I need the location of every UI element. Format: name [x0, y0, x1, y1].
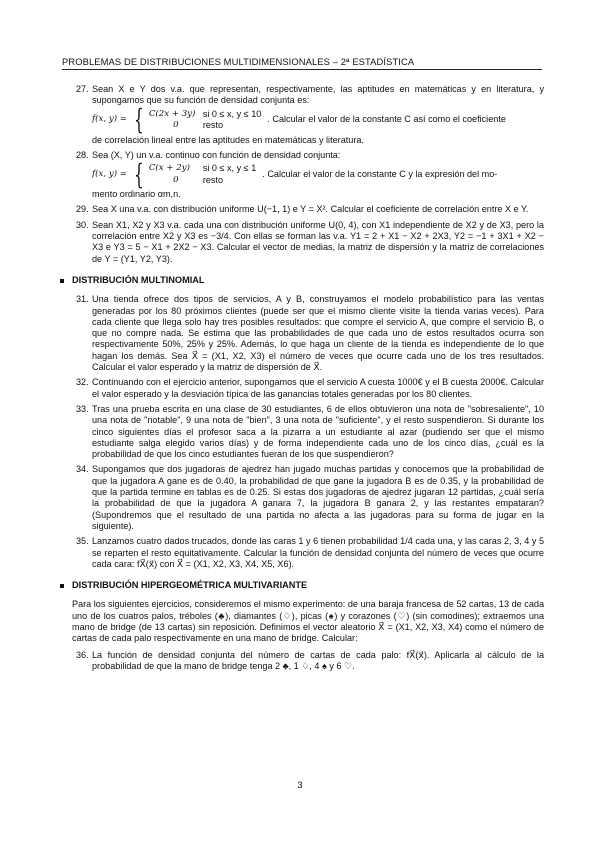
- problem-30: [62, 220, 544, 265]
- problem-32: [62, 377, 544, 400]
- function-lhs: f(x, y) =: [92, 114, 127, 125]
- left-brace: {: [133, 103, 144, 137]
- cases: [149, 163, 256, 186]
- section-title: DISTRIBUCIÓN MULTINOMIAL: [72, 274, 205, 285]
- problem-text: . Calcular el valor de la constante C así como el coeficiente: [267, 114, 506, 125]
- case-expression: 0: [173, 120, 179, 131]
- problem-28: [62, 150, 544, 201]
- problem-number: 31.: [76, 294, 89, 305]
- case-expression: 0: [173, 174, 179, 185]
- document-body: [62, 84, 544, 676]
- problem-number: 34.: [76, 464, 89, 475]
- problem-text: Supongamos que dos jugadoras de ajedrez han jugado muchas partidas y conocemos que la probabilidad de que la jugadora A gane es de 0.40, la probabilidad de que gane la jugadora B es de 0.35, y la probabilidad de que la partida termine en tablas es de 0.25. Si estas dos jugadoras de ajedrez jugaran 12 partidas, ¿cuál sería la probabilidad de que la jugadora A ganara 7, la jugadora B ganara 2, y las restantes empataran? (Supondremos que el resultado de una partida no afecta a las jugadoras para su forma de jugar en la siguiente).: [92, 464, 544, 531]
- problem-35: [62, 536, 544, 570]
- section-title: DISTRIBUCIÓN HIPERGEOMÉTRICA MULTIVARIANTE: [72, 580, 308, 591]
- problem-number: 32.: [76, 377, 89, 388]
- cases: [149, 109, 262, 132]
- function-lhs: f(x, y) =: [92, 169, 127, 180]
- piecewise-function: [92, 103, 544, 137]
- section-heading-multinomial: [62, 275, 544, 286]
- bullet-icon: [60, 279, 64, 283]
- problem-text: Sea X una v.a. con distribución uniforme U(−1, 1) e Y = X². Calcular el coeficiente de correlación entre X e Y.: [92, 204, 529, 215]
- left-brace: {: [133, 157, 144, 191]
- case-expression: C(2x + 3y): [148, 108, 196, 119]
- problem-text: Una tienda ofrece dos tipos de servicios, A y B, construyamos el modelo probabilístico para las ventas generadas por los 80 próximos clientes (puede ser que el mismo cliente visite la tienda varias veces). Para cada cliente que llega solo hay tres posibles resultados: que compre el servicio A, que compre el servicio B, o que no compre nada. Se estima que las probabilidades de que cada uno de estos resultados ocurra son respectivamente 50%, 25% y 25%. Además, lo que haga un cliente de la tienda es independiente de lo que hagan los demás. Sea X⃗ = (X1, X2, X3) el número de veces que ocurre cada uno de los tres resultados. Calcular el valor esperado y la matriz de dispersión de X⃗.: [92, 294, 544, 373]
- problem-text: de correlación lineal entre las aptitudes en matemáticas y literatura.: [92, 134, 364, 145]
- problem-text: Sean X e Y dos v.a. que representan, respectivamente, las aptitudes en matemáticas y en literatura, y supongamos que su función de densidad conjunta es:: [92, 84, 544, 106]
- problem-text: mento ordinario αm,n.: [92, 189, 181, 200]
- page-number: 3: [297, 779, 303, 790]
- case-condition: si 0 ≤ x, y ≤ 1: [202, 163, 257, 174]
- section-heading-hypergeometric: [62, 580, 544, 591]
- problem-27: [62, 84, 544, 146]
- problem-34: [62, 464, 544, 532]
- problem-text: . Calcular el valor de la constante C y la expresión del mo-: [262, 169, 498, 180]
- case-condition: resto: [202, 174, 224, 185]
- problem-number: 33.: [76, 403, 89, 414]
- problem-text: La función de densidad conjunta del número de cartas de cada palo: fX⃗(x⃗). Aplicarla al cálculo de la probabilidad de que la mano de bridge tenga 2 ♣, 1 ♢, 4 ♠ y 6 ♡.: [92, 649, 544, 671]
- problem-number: 36.: [76, 649, 89, 660]
- problem-text: Sea (X, Y) un v.a. continuo con función de densidad conjunta:: [92, 149, 341, 160]
- case-condition: si 0 ≤ x, y ≤ 10: [202, 108, 262, 119]
- problem-36: [62, 650, 544, 673]
- section-intro: Para los siguientes ejercicios, consideremos el mismo experimento: de una baraja francesa de 52 cartas, 13 de cada uno de los cuatros palos, tréboles (♣), diamantes (♢), picas (♠) y corazones (♡) (sin comodines); extraemos una mano de bridge (de 13 cartas) sin reposición. Definimos el vector aleatorio X⃗ = (X1, X2, X3, X4) como el número de cartas de cada palo respectivamente en una mano de bridge. Calcular:: [72, 599, 544, 644]
- page-header: PROBLEMAS DE DISTRIBUCIONES MULTIDIMENSIONALES – 2ª ESTADÍSTICA: [62, 56, 415, 67]
- problem-31: [62, 294, 544, 373]
- bullet-icon: [60, 584, 64, 588]
- header-rule: [62, 69, 542, 70]
- problem-text: Sean X1, X2 y X3 v.a. cada una con distribución uniforme U(0, 4), con X1 independiente de X2 y de X3, pero la correlación entre X2 y X3 es −3/4. Con ellas se forman las v.a. Y1 = 2 + X1 − X2 + 2X3, Y2 = −1 + 3X1 + X2 − X3 e Y3 = 5 − X1 + 2X2 − X3. Calcular el vector de medias, la matriz de dispersión y la matriz de correlaciones de Y = (Y1, Y2, Y3).: [92, 219, 544, 264]
- problem-number: 27.: [76, 84, 89, 94]
- problem-number: 29.: [76, 204, 89, 215]
- piecewise-function: [92, 157, 544, 191]
- problem-text: Lanzamos cuatro dados trucados, donde las caras 1 y 6 tienen probabilidad 1/4 cada una, y las caras 2, 3, 4 y 5 se reparten el resto equitativamente. Calcular la función de densidad conjunta del número de veces que ocurre cada cara: fX⃗(x⃗) con X⃗ = (X1, X2, X3, X4, X5, X6).: [92, 536, 544, 569]
- problem-text: Continuando con el ejercicio anterior, supongamos que el servicio A cuesta 1000€ y el B cuesta 2000€. Calcular el valor esperado y la desviación típica de las ganancias totales generadas por los 80 clientes.: [92, 377, 544, 399]
- problem-33: [62, 404, 544, 460]
- problem-number: 28.: [76, 149, 89, 160]
- problem-number: 30.: [76, 219, 89, 230]
- problem-number: 35.: [76, 536, 89, 547]
- problem-text: Tras una prueba escrita en una clase de 30 estudiantes, 6 de ellos obtuvieron una nota de "sobresaliente", 10 una nota de "notable", 9 una nota de "bien", 3 una nota de "suficiente", y el resto suspendieron. Si durante los cinco siguientes días el profesor saca a la pizarra a un estudiante al azar (pudiendo ser que el mismo estudiante salga elegido varios días) y de forma independiente cada uno de los cinco días, ¿cuál es la probabilidad de que los cinco estudiantes fueran de los que suspendieron?: [92, 403, 544, 460]
- problem-29: [62, 204, 544, 215]
- case-expression: C(x + 2y): [148, 163, 190, 174]
- case-condition: resto: [202, 120, 224, 131]
